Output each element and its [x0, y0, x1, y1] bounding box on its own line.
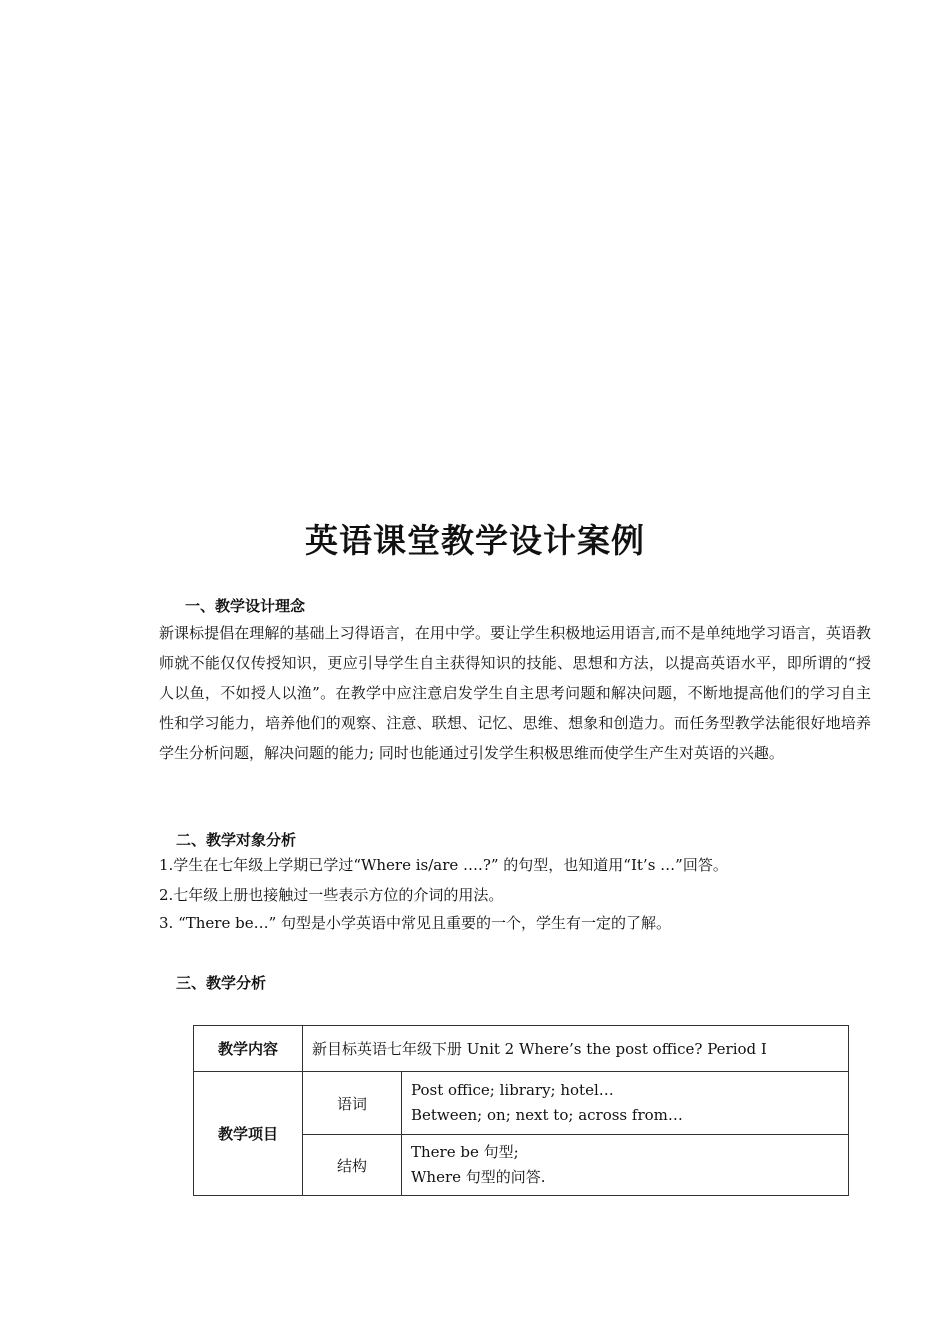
- cell-line: Post office; library; hotel…: [411, 1081, 614, 1099]
- table-row: [194, 1072, 849, 1135]
- cell-line: There be 句型;: [411, 1143, 519, 1161]
- table-cell-label: 教学项目: [194, 1072, 303, 1196]
- cell-line: Where 句型的问答.: [411, 1168, 546, 1186]
- list-item: 2.七年级上册也接触过一些表示方位的介词的用法。: [159, 886, 504, 904]
- list-item: 3. “There be…” 句型是小学英语中常见且重要的一个，学生有一定的了解。: [159, 914, 672, 932]
- section-heading-students: 二、教学对象分析: [176, 831, 297, 849]
- table-cell-value: 新目标英语七年级下册 Unit 2 Where’s the post office? Period I: [303, 1026, 849, 1072]
- table-row: [194, 1026, 849, 1072]
- cell-line: Between; on; next to; across from…: [411, 1106, 683, 1124]
- table-cell-label: 教学内容: [194, 1026, 303, 1072]
- table-cell-value: [402, 1072, 849, 1135]
- teaching-analysis-table: [193, 1025, 849, 1196]
- section-heading-analysis: 三、教学分析: [176, 974, 267, 992]
- table-cell-sublabel: 结构: [303, 1135, 402, 1196]
- table-cell-value: [402, 1135, 849, 1196]
- section-paragraph-philosophy: 新课标提倡在理解的基础上习得语言，在用中学。要让学生积极地运用语言,而不是单纯地学习语言，英语教师就不能仅仅传授知识，更应引导学生自主获得知识的技能、思想和方法，以提高英语水平，即所谓的“授人以鱼，不如授人以渔”。在教学中应注意启发学生自主思考问题和解决问题，不断地提高他们的学习自主性和学习能力，培养他们的观察、注意、联想、记忆、思维、想象和创造力。而任务型教学法能很好地培养学生分析问题，解决问题的能力; 同时也能通过引发学生积极思维而使学生产生对英语的兴趣。: [159, 624, 871, 762]
- page-title: 英语课堂教学设计案例: [305, 521, 645, 560]
- table-cell-sublabel: 语词: [303, 1072, 402, 1135]
- section-heading-philosophy: 一、教学设计理念: [185, 597, 306, 615]
- list-item: 1.学生在七年级上学期已学过“Where is/are ….?” 的句型，也知道用“It’s …”回答。: [159, 856, 728, 874]
